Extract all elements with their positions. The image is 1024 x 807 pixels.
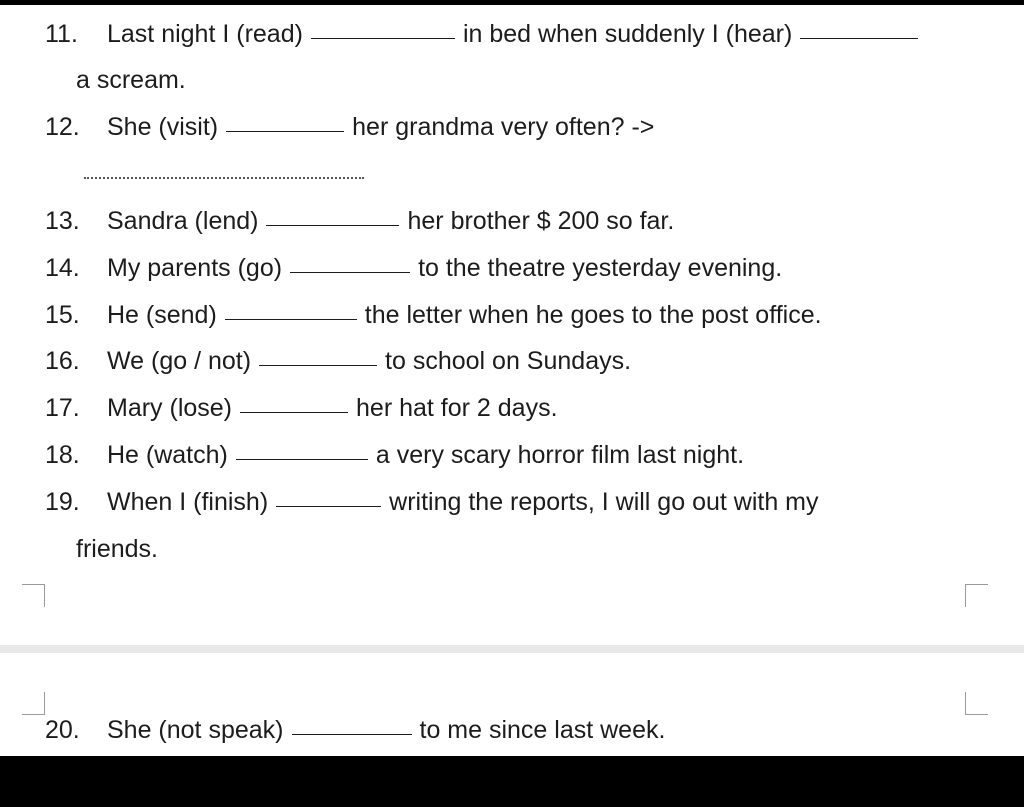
exercise-number: 20. bbox=[45, 716, 80, 744]
exercise-text: in bed when suddenly I (hear) bbox=[462, 20, 793, 48]
exercise-text: her brother $ 200 so far. bbox=[407, 207, 675, 235]
answer-blank[interactable] bbox=[259, 365, 377, 366]
answer-blank[interactable] bbox=[266, 225, 399, 226]
exercise-number: 19. bbox=[45, 488, 80, 516]
exercise-text: Last night I (read) bbox=[107, 20, 303, 48]
exercise-number: 17. bbox=[45, 394, 80, 422]
exercise-text: writing the reports, I will go out with my bbox=[389, 488, 819, 516]
exercise-20 bbox=[0, 712, 1024, 748]
exercise-text: My parents (go) bbox=[107, 254, 283, 282]
exercise-19-continuation bbox=[0, 531, 1024, 567]
exercise-text: When I (finish) bbox=[107, 488, 269, 516]
exercise-number: 15. bbox=[45, 301, 80, 329]
dotted-answer-line[interactable] bbox=[84, 177, 364, 179]
exercise-text: We (go / not) bbox=[107, 347, 252, 375]
answer-blank[interactable] bbox=[276, 506, 381, 507]
exercise-text: friends. bbox=[76, 535, 158, 563]
exercise-number: 18. bbox=[45, 441, 80, 469]
exercise-16 bbox=[0, 343, 1024, 379]
exercise-11 bbox=[0, 16, 1024, 52]
answer-blank[interactable] bbox=[800, 38, 918, 39]
exercise-18 bbox=[0, 437, 1024, 473]
page-corner-mark bbox=[22, 584, 45, 607]
exercise-text: her grandma very often? -> bbox=[352, 113, 655, 141]
exercise-text: a scream. bbox=[76, 66, 186, 94]
page-break bbox=[0, 645, 1024, 653]
exercise-text: She (not speak) bbox=[107, 716, 284, 744]
exercise-number: 14. bbox=[45, 254, 80, 282]
answer-blank[interactable] bbox=[240, 412, 348, 413]
exercise-12 bbox=[0, 109, 1024, 145]
exercise-text: Sandra (lend) bbox=[107, 207, 259, 235]
exercise-text: He (watch) bbox=[107, 441, 228, 469]
exercise-text: to school on Sundays. bbox=[385, 347, 632, 375]
answer-blank[interactable] bbox=[290, 272, 410, 273]
answer-blank[interactable] bbox=[225, 319, 357, 320]
exercise-text: to the theatre yesterday evening. bbox=[418, 254, 783, 282]
exercise-text: the letter when he goes to the post office. bbox=[364, 301, 822, 329]
exercise-number: 16. bbox=[45, 347, 80, 375]
exercise-number: 11. bbox=[45, 20, 78, 48]
answer-blank[interactable] bbox=[311, 38, 455, 39]
exercise-text: He (send) bbox=[107, 301, 217, 329]
exercise-15 bbox=[0, 297, 1024, 333]
bottom-black-bar bbox=[0, 756, 1024, 807]
exercise-text: She (visit) bbox=[107, 113, 219, 141]
answer-blank[interactable] bbox=[236, 459, 368, 460]
exercise-text: Mary (lose) bbox=[107, 394, 233, 422]
exercise-text: her hat for 2 days. bbox=[356, 394, 558, 422]
exercise-number: 13. bbox=[45, 207, 80, 235]
answer-blank[interactable] bbox=[226, 131, 344, 132]
exercise-text: a very scary horror film last night. bbox=[375, 441, 745, 469]
exercise-text: to me since last week. bbox=[419, 716, 666, 744]
exercise-19 bbox=[0, 484, 1024, 520]
exercise-13 bbox=[0, 203, 1024, 239]
exercise-17 bbox=[0, 390, 1024, 426]
exercise-number: 12. bbox=[45, 113, 80, 141]
exercise-11-continuation bbox=[0, 62, 1024, 98]
answer-blank[interactable] bbox=[292, 734, 412, 735]
page-corner-mark bbox=[965, 584, 988, 607]
exercise-14 bbox=[0, 250, 1024, 286]
